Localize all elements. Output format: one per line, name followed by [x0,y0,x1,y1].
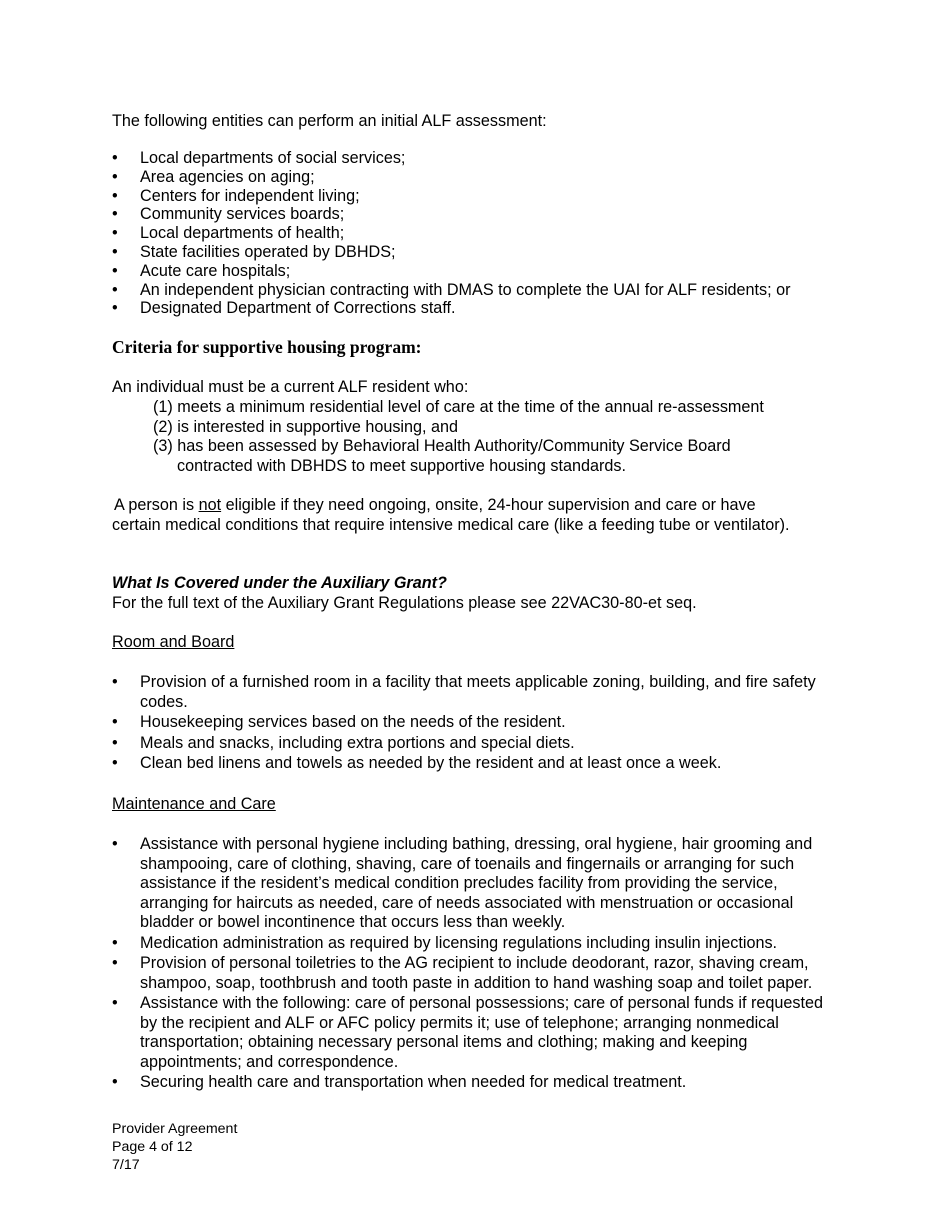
maintenance-heading: Maintenance and Care [112,795,276,813]
list-item: • Medication administration as required by licensing regulations including insulin injections. [112,933,778,952]
intro-text: The following entities can perform an initial ALF assessment: [112,112,547,130]
criteria-item: (2) is interested in supportive housing, and [153,418,459,436]
supportive-housing-lead: An individual must be a current ALF resident who: [112,378,469,396]
list-item: • Provision of a furnished room in a facility that meets applicable zoning, building, and fire safety codes. [112,673,816,711]
list-item: • Acute care hospitals; [112,261,291,280]
list-item: • Provision of personal toiletries to the AG recipient to include deodorant, razor, shaving cream, shampoo, soap, toothbrush and tooth paste in addition to hand washing soap and toilet paper. [112,954,813,992]
covered-heading: What Is Covered under the Auxiliary Grant? [112,574,447,592]
room-board-heading: Room and Board [112,633,235,651]
ineligible-emphasis: not [198,496,222,514]
list-item: • Securing health care and transportation when needed for medical treatment. [112,1073,687,1091]
list-item: • Centers for independent living; [112,186,360,205]
list-item: • Clean bed linens and towels as needed by the resident and at least once a week. [112,754,722,772]
footer-date: 7/17 [112,1157,140,1173]
footer-page-number: Page 4 of 12 [112,1139,193,1155]
footer [112,1120,237,1174]
list-item: • Area agencies on aging; [112,167,315,186]
list-item: • An independent physician contracting with DMAS to complete the UAI for ALF residents; or [112,280,791,299]
list-item: • Housekeeping services based on the needs of the resident. [112,713,566,731]
list-item: • Local departments of health; [112,224,345,243]
list-item: • State facilities operated by DBHDS; [112,242,396,261]
list-item: • Community services boards; [112,205,345,224]
room-board-list [112,673,842,774]
criteria-item: (1) meets a minimum residential level of care at the time of the annual re-assessment [153,398,764,416]
list-item: • Designated Department of Corrections staff. [112,299,456,318]
covered-text: For the full text of the Auxiliary Grant Regulations please see 22VAC30-80-et seq. [112,594,697,612]
ineligibility-text: A person is not eligible if they need ongoing, onsite, 24-hour supervision and care or have [114,496,756,514]
list-item: • Local departments of social services; [112,149,406,167]
maintenance-list [112,835,842,1093]
entities-list [112,149,842,318]
criteria-item: (3) has been assessed by Behavioral Health Authority/Community Service Board [153,437,731,455]
criteria-item-continued: contracted with DBHDS to meet supportive housing standards. [177,457,626,475]
footer-title: Provider Agreement [112,1121,238,1137]
list-item: • Assistance with personal hygiene including bathing, dressing, oral hygiene, hair grooming and shampooing, care of clothing, shaving, care of toenails and fingernails or arranging for such assistance if the resident’s medical condition precludes facility from providing the service, arranging for haircuts as needed, care of needs associated with menstruation or occasional bladder or bowel incontinence that occurs less than weekly. [112,835,813,931]
supportive-housing-heading: Criteria for supportive housing program: [112,337,422,357]
ineligibility-text-line2: certain medical conditions that require intensive medical care (like a feeding tube or ventilator). [112,516,790,534]
list-item: • Meals and snacks, including extra portions and special diets. [112,733,575,752]
list-item: • Assistance with the following: care of personal possessions; care of personal funds if requested by the recipient and ALF or AFC policy permits it; use of telephone; arranging nonmedical transportation; obtaining necessary personal items and clothing; making and keeping appointments; and correspondence. [112,994,823,1071]
